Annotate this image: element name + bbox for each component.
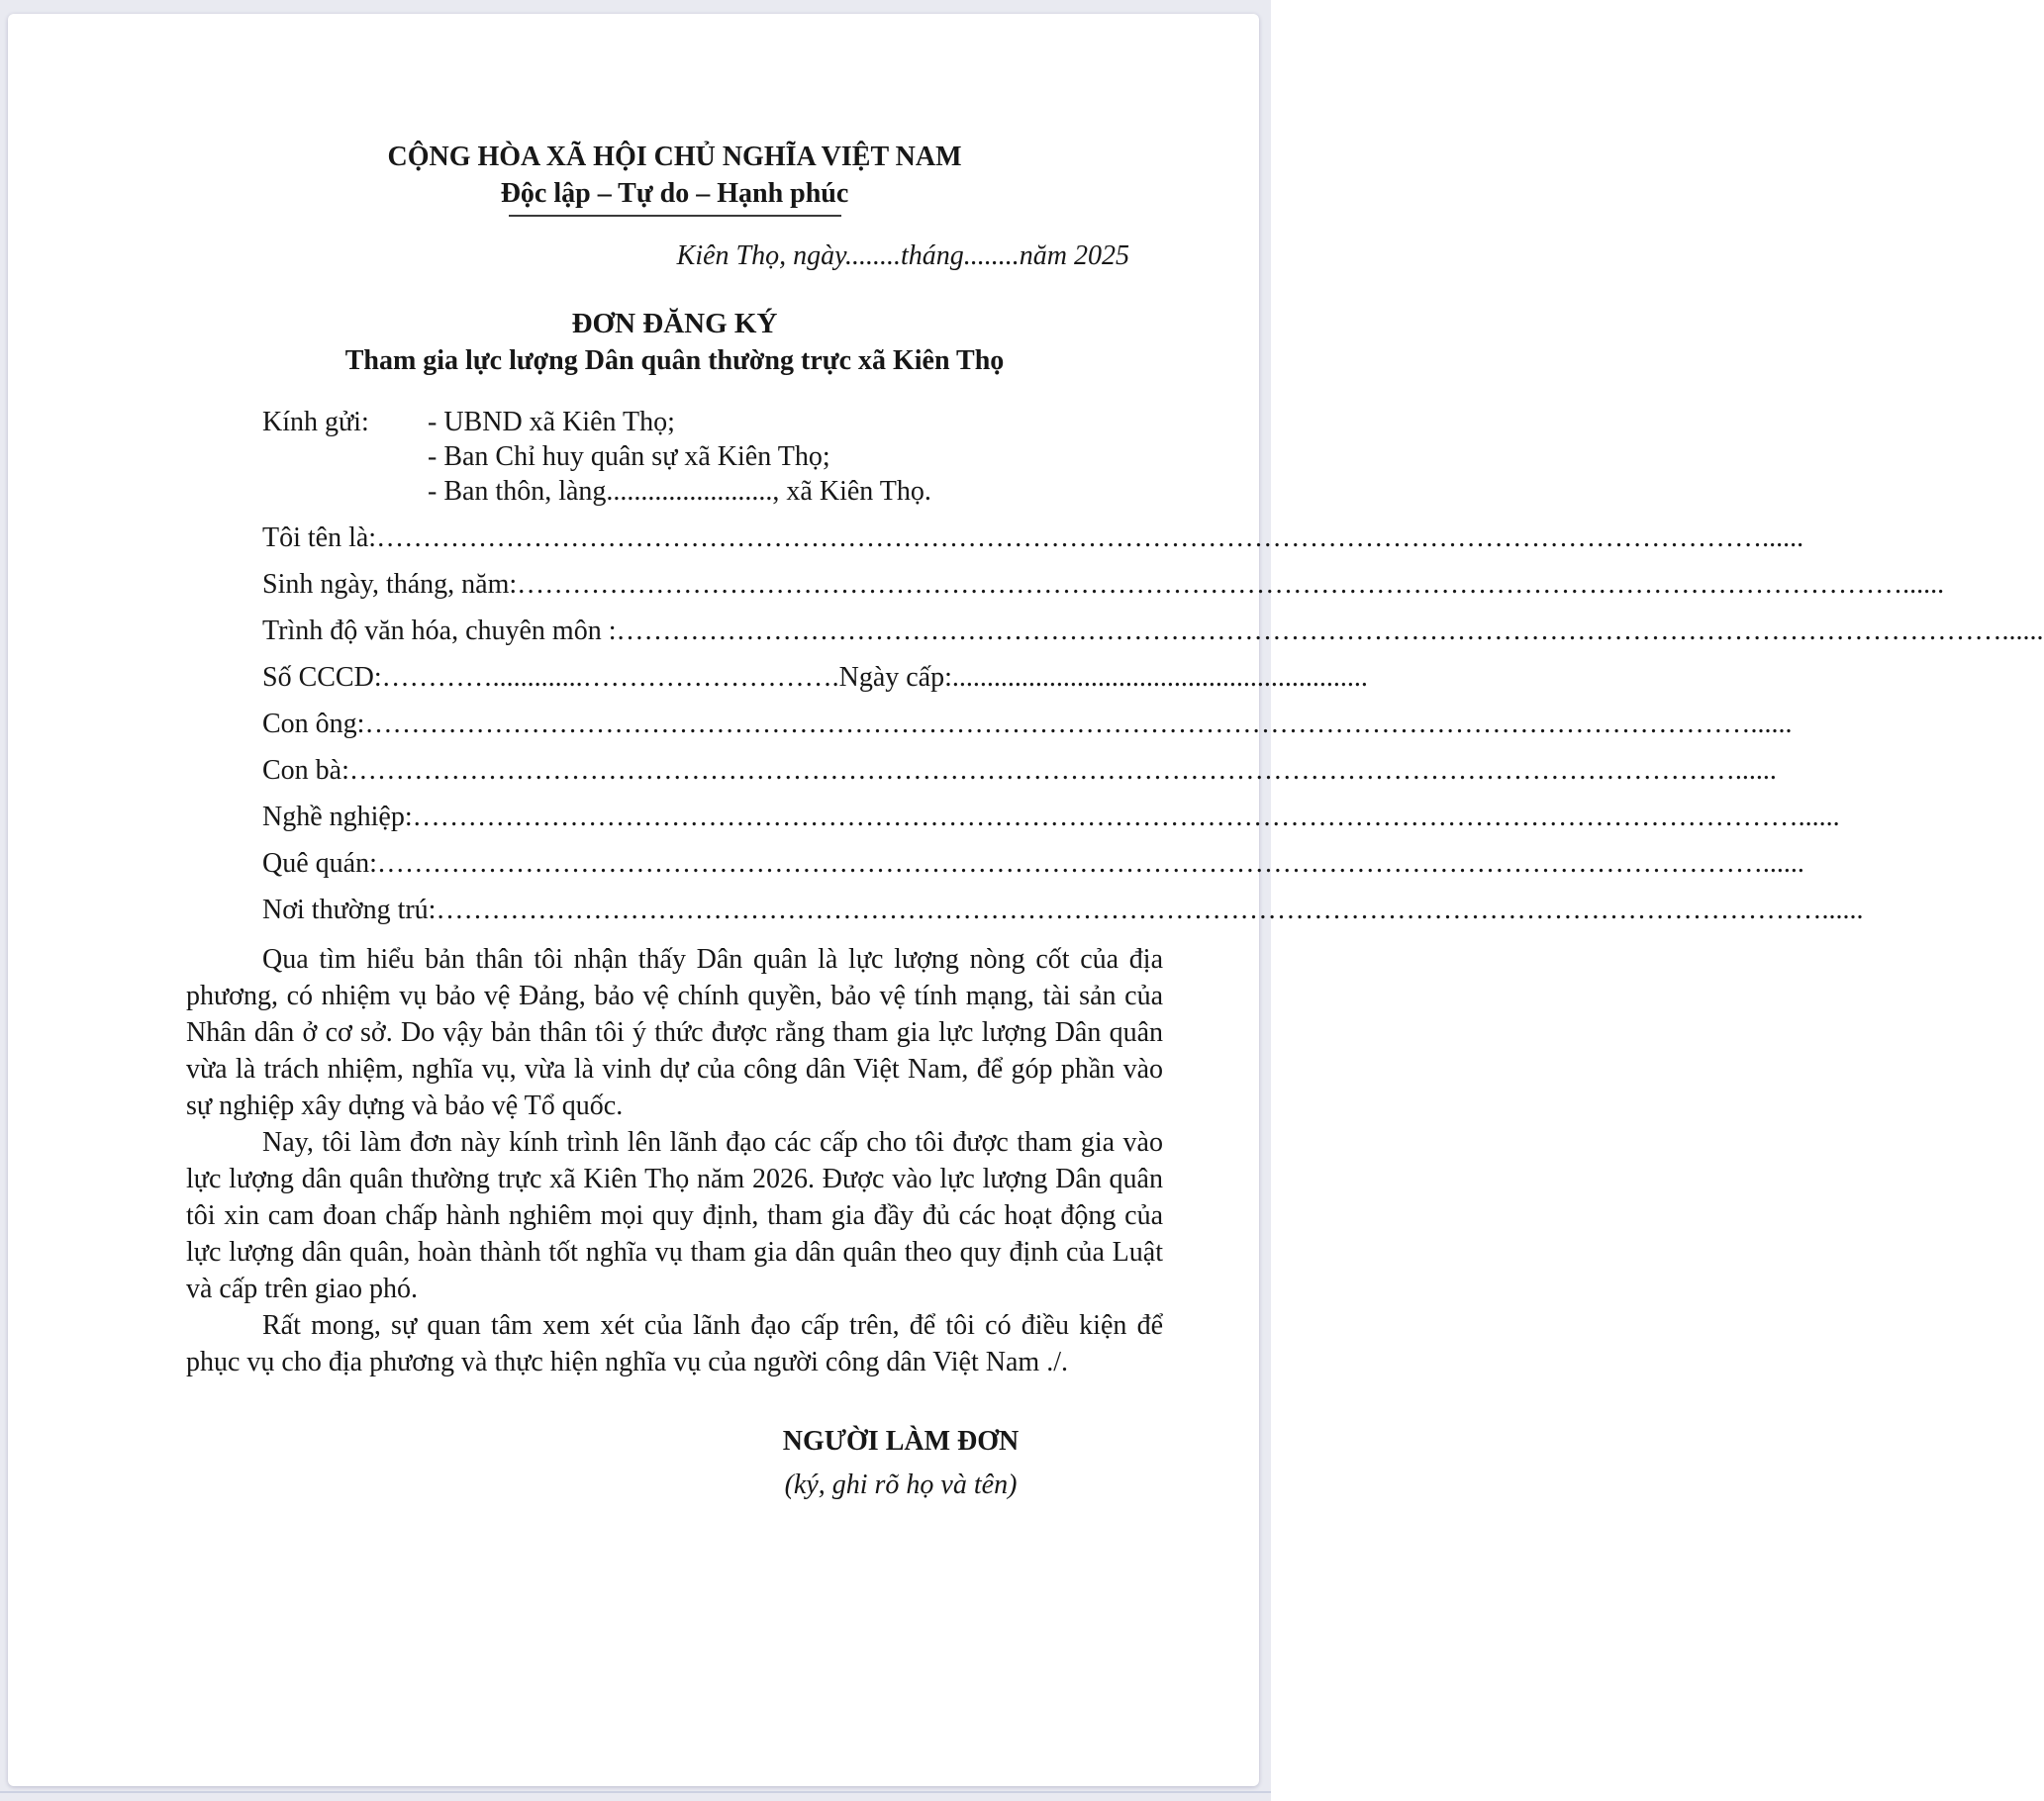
field-label: Con ông: — [262, 709, 365, 739]
signature-block — [742, 1420, 1059, 1507]
field-label: Nghề nghiệp: — [262, 802, 413, 832]
recipient-item: - UBND xã Kiên Thọ; — [428, 407, 675, 437]
field-label: Con bà: — [262, 755, 349, 786]
date-line: Kiên Thọ, ngày........tháng........năm 2025 — [676, 240, 1129, 271]
field-hometown — [186, 840, 1804, 887]
body-paragraphs — [186, 941, 1163, 1380]
field-label: Số CCCD: — [262, 662, 382, 693]
recipients-block — [186, 405, 1163, 509]
field-father-name — [186, 701, 1793, 747]
national-motto-line2: Độc lập – Tự do – Hạnh phúc — [500, 178, 849, 209]
dotted-blank: ……………………………………………………………………………………………………………………………………...... — [376, 848, 1804, 879]
dotted-blank: ……………………………………………………………………………………………………………………………………...... — [412, 802, 1840, 832]
field-birth-date — [186, 561, 1945, 608]
field-education-level — [186, 608, 2044, 654]
dotted-blank: ............................................................ — [951, 662, 1368, 693]
document-title: ĐƠN ĐĂNG KÝ — [571, 308, 778, 339]
signature-title: NGƯỜI LÀM ĐƠN — [782, 1426, 1020, 1457]
field-label: Sinh ngày, tháng, năm: — [262, 569, 518, 600]
field-mother-name — [186, 747, 1777, 794]
field-occupation — [186, 794, 1840, 840]
national-header-line1: CỘNG HÒA XÃ HỘI CHỦ NGHĨA VIỆT NAM — [387, 142, 962, 172]
field-label: Quê quán: — [262, 848, 377, 879]
motto-underline — [509, 215, 841, 217]
dotted-blank: ……………………………………………………………………………………………………………………………………...... — [436, 895, 1864, 925]
page-separator-line — [0, 1791, 1271, 1793]
national-header — [186, 139, 1163, 217]
field-label: Ngày cấp: — [838, 662, 952, 693]
paragraph: Rất mong, sự quan tâm xem xét của lãnh đạo cấp trên, để tôi có điều kiện để phục vụ cho địa phương và thực hiện nghĩa vụ của người công dân Việt Nam ./. — [186, 1310, 1163, 1377]
dotted-blank: ……………………………………………………………………………………………………………………………………...... — [348, 755, 1777, 786]
document-page — [8, 14, 2044, 1786]
field-full-name — [186, 515, 1804, 561]
paragraph: Qua tìm hiểu bản thân tôi nhận thấy Dân quân là lực lượng nòng cốt của địa phương, có nhiệm vụ bảo vệ Đảng, bảo vệ chính quyền, bảo vệ tính mạng, tài sản của Nhân dân ở cơ sở. Do vậy bản thân tôi ý thức được rằng tham gia lực lượng Dân quân vừa là trách nhiệm, nghĩa vụ, vừa là vinh dự của công dân Việt Nam, để góp phần vào sự nghiệp xây dựng và bảo vệ Tổ quốc. — [186, 944, 1163, 1121]
dotted-blank: ……………………………………………………………………………………………………………………………………...... — [376, 522, 1804, 553]
field-permanent-residence — [186, 887, 1864, 933]
document-content — [8, 14, 2044, 1507]
recipient-item: - Ban Chỉ huy quân sự xã Kiên Thọ; — [428, 441, 830, 472]
field-label: Nơi thường trú: — [262, 895, 437, 925]
paragraph: Nay, tôi làm đơn này kính trình lên lãnh đạo các cấp cho tôi được tham gia vào lực lượng dân quân thường trực xã Kiên Thọ năm 2026. Được vào lực lượng Dân quân tôi xin cam đoan chấp hành nghiêm mọi quy định, tham gia đầy đủ các hoạt động của lực lượng dân quân, hoàn thành tốt nghĩa vụ tham gia dân quân theo quy định của Luật và cấp trên giao phó. — [186, 1127, 1163, 1304]
form-fields-block — [186, 515, 2044, 933]
dotted-blank: ……………………………………………………………………………………………………………………………………...... — [517, 569, 1945, 600]
dotted-blank: ………….............………………………. — [381, 662, 839, 693]
recipient-item: - Ban thôn, làng........................, xã Kiên Thọ. — [428, 476, 931, 507]
signature-note: (ký, ghi rõ họ và tên) — [784, 1469, 1018, 1500]
field-label: Trình độ văn hóa, chuyên môn : — [262, 616, 617, 646]
dotted-blank: ……………………………………………………………………………………………………………………………………...... — [364, 709, 1793, 739]
recipients-label: Kính gửi: — [262, 407, 369, 437]
dotted-blank: ……………………………………………………………………………………………………………………………………...... — [616, 616, 2044, 646]
field-cccd-and-issue-date — [186, 654, 1368, 701]
field-label: Tôi tên là: — [262, 522, 377, 553]
recipients-list — [428, 405, 1163, 509]
document-subtitle: Tham gia lực lượng Dân quân thường trực xã Kiên Thọ — [344, 345, 1005, 376]
